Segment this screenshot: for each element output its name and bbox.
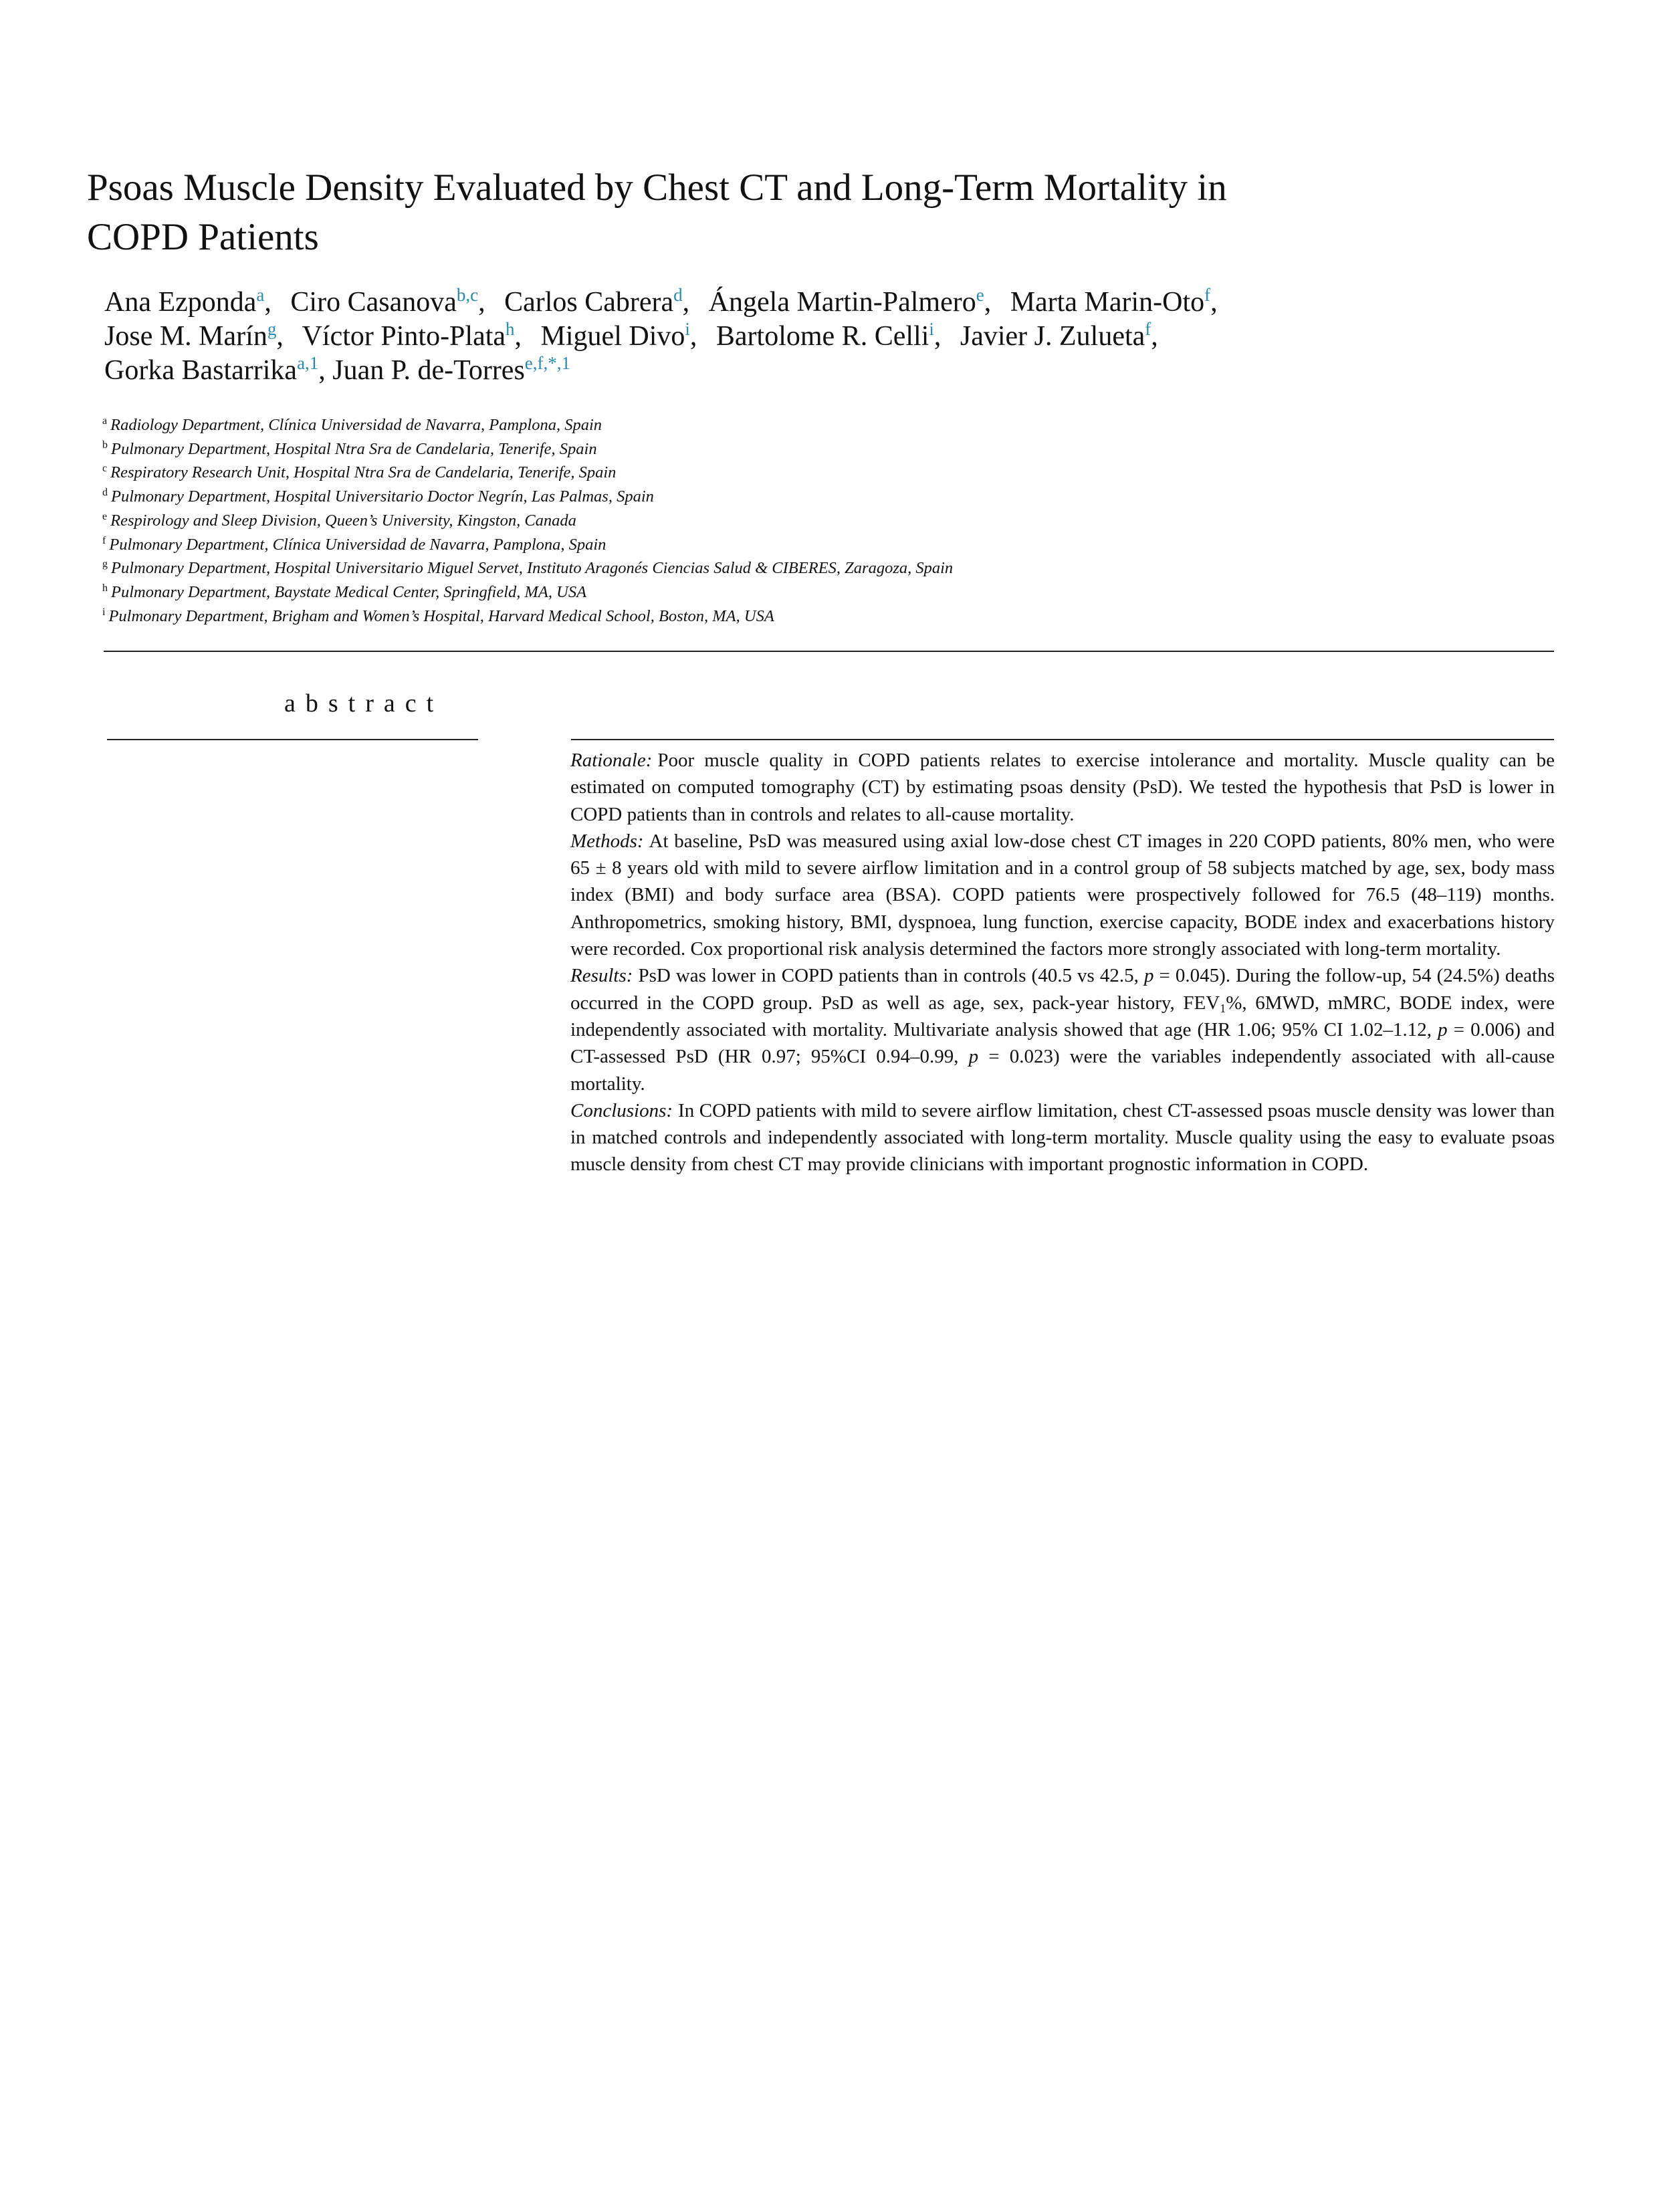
conclusions-label: Conclusions: (570, 1099, 673, 1121)
author[interactable]: Jose M. Marín$^g$, (104, 319, 284, 352)
title-line-2: COPD Patients (87, 216, 319, 258)
methods-label: Methods: (570, 830, 644, 852)
affiliation-item: $^c$ Respiratory Research Unit, Hospital Ntra Sra de Candelaria, Tenerife, Spain (102, 463, 617, 482)
abstract-conclusions: Conclusions: In COPD patients with mild to severe airflow limitation, chest CT-assessed psoas muscle density was lower than in matched controls and independently associated with long-term mortality. Muscle quality using the easy to evaluate psoas muscle density from chest CT may provide clinicians with important prognostic information in COPD. (570, 1099, 1555, 1176)
abstract-body-rule (571, 739, 1554, 740)
affiliation-list (102, 413, 1540, 628)
section-divider (104, 651, 1554, 652)
affiliation-marker[interactable]: a,1 (297, 353, 319, 373)
affiliation-marker[interactable]: f (1204, 285, 1211, 305)
abstract-heading-rule (107, 739, 478, 740)
author[interactable]: Marta Marin-Oto$^f$, (1010, 285, 1218, 318)
affiliation-item: $^g$ Pulmonary Department, Hospital Universitario Miguel Servet, Instituto Aragonés Ciencias Salud & CIBERES, Zaragoza, Spain (102, 558, 954, 578)
author[interactable]: Víctor Pinto-Plata$^h$, (302, 319, 522, 352)
affiliation-marker[interactable]: i (685, 319, 690, 339)
affiliation-marker[interactable]: h (506, 319, 515, 339)
author[interactable]: Ángela Martin-Palmero$^e$, (708, 285, 992, 318)
affiliation-item: $^a$ Radiology Department, Clínica Universidad de Navarra, Pamplona, Spain (102, 415, 602, 434)
affiliation-marker[interactable]: d (673, 285, 683, 305)
affiliation-marker[interactable]: e (976, 285, 984, 305)
results-label: Results: (570, 965, 633, 987)
affiliation-marker[interactable]: e,f,*,1 (524, 353, 571, 373)
affiliation-item: $^f$ Pulmonary Department, Clínica Universidad de Navarra, Pamplona, Spain (102, 534, 606, 554)
author[interactable]: Ana Ezponda$^a$, (104, 285, 271, 318)
affiliation-item: $^i$ Pulmonary Department, Brigham and Women’s Hospital, Harvard Medical School, Boston, MA, USA (102, 606, 774, 625)
author[interactable]: Miguel Divo$^i$, (540, 319, 697, 352)
affiliation-marker[interactable]: a (256, 285, 265, 305)
affiliation-marker[interactable]: f (1145, 319, 1151, 339)
abstract-heading: abstract (284, 689, 444, 717)
affiliation-marker[interactable]: b,c (456, 285, 479, 305)
affiliation-item: $^e$ Respirology and Sleep Division, Queen’s University, Kingston, Canada (102, 510, 576, 530)
author-list (104, 286, 1542, 388)
author[interactable]: Gorka Bastarrika$^{a,1}$, (104, 353, 326, 386)
author[interactable]: Bartolome R. Celli$^i$, (715, 319, 942, 352)
affiliation-item: $^h$ Pulmonary Department, Baystate Medical Center, Springfield, MA, USA (102, 582, 587, 601)
article-title (87, 163, 1525, 262)
affiliation-item: $^d$ Pulmonary Department, Hospital Universitario Doctor Negrín, Las Palmas, Spain (102, 487, 654, 506)
author[interactable]: Ciro Casanova$^{b,c}$, (290, 285, 485, 318)
author-corresponding[interactable]: Juan P. de-Torres$^{e,f,*,1}$ (332, 353, 571, 386)
abstract-results: Results: PsD was lower in COPD patients than in controls (40.5 vs 42.5, p = 0.045). During the follow-up, 54 (24.5%) deaths occurred in the COPD group. PsD as well as age, sex, pack-year history, $FEV_1\%$, 6MWD, mMRC, BODE index, were independently associated with mortality. Multivariate analysis showed that age (HR 1.06; 95% CI 1.02–1.12, p = 0.006) and CT-assessed PsD (HR 0.97; 95%CI 0.94–0.99, p = 0.023) were the variables independently associated with all-cause mortality. (570, 965, 1555, 1095)
abstract-rationale: Rationale: Poor muscle quality in COPD patients relates to exercise intolerance and mortality. Muscle quality can be estimated on computed tomography (CT) by estimating psoas density (PsD). We tested the hypothesis that PsD is lower in COPD patients than in controls and relates to all-cause mortality. (570, 750, 1555, 825)
affiliation-marker[interactable]: i (929, 319, 934, 339)
affiliation-marker[interactable]: g (267, 319, 277, 339)
author[interactable]: Carlos Cabrera$^d$, (504, 285, 690, 318)
rationale-label: Rationale: (570, 750, 653, 771)
title-line-1: Psoas Muscle Density Evaluated by Chest CT and Long-Term Mortality in (87, 167, 1227, 209)
author[interactable]: Javier J. Zulueta$^f$, (960, 319, 1158, 352)
abstract-methods: Methods: At baseline, PsD was measured using axial low-dose chest CT images in 220 COPD patients, 80% men, who were 65 ± 8 years old with mild to severe airflow limitation and in a control group of 58 subjects matched by age, sex, body mass index (BMI) and body surface area (BSA). COPD patients were prospectively followed for 76.5 (48–119) months. Anthropometrics, smoking history, BMI, dyspnoea, lung function, exercise capacity, BODE index and exacerbations history were recorded. Cox proportional risk analysis determined the factors more strongly associated with long-term mortality. (570, 830, 1555, 960)
affiliation-item: $^b$ Pulmonary Department, Hospital Ntra Sra de Candelaria, Tenerife, Spain (102, 439, 597, 458)
abstract-body (570, 747, 1555, 1178)
